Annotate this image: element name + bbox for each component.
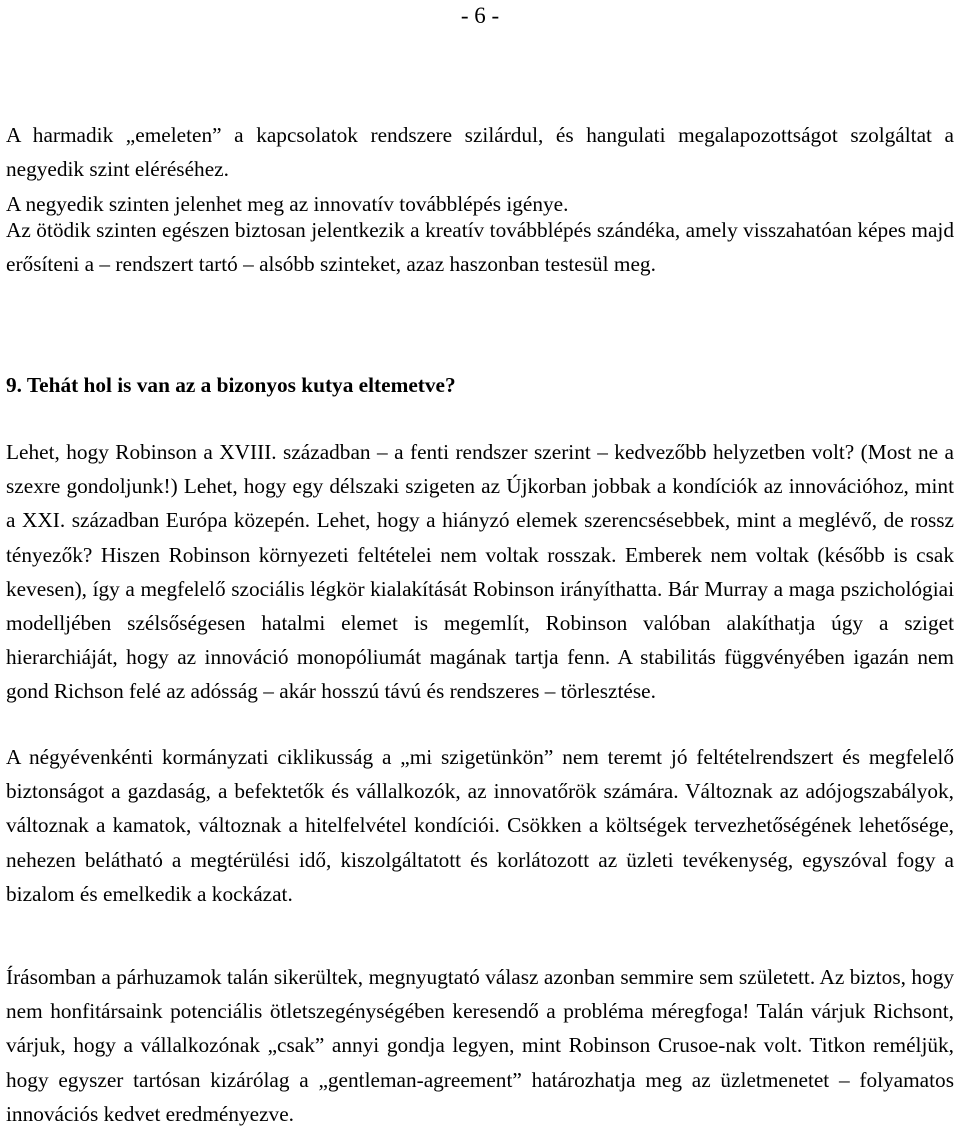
section-heading: 9. Tehát hol is van az a bizonyos kutya eltemetve? (6, 373, 456, 397)
body-paragraph-2: A négyévenkénti kormányzati ciklikusság a „mi szigetünkön” nem teremt jó feltételrendszert és megfelelő biztonságot a gazdaság, a befektetők és vállalkozók, az innovatőrök számára. Változnak az adójogszabályok, változnak a kamatok, változnak a hitelfelvétel kondíciói. Csökken a költségek tervezhetőségének lehetősége, nehezen belátható a megtérülési idő, kiszolgáltatott és korlátozott az üzleti tevékenység, egyszóval fogy a bizalom és emelkedik a kockázat. (6, 745, 954, 906)
intro-paragraph-3: Az ötödik szinten egészen biztosan jelentkezik a kreatív továbblépés szándéka, amely visszahatóan képes majd erősíteni a – rendszert tartó – alsóbb szinteket, azaz haszonban testesül meg. (6, 218, 954, 277)
intro-paragraph-1: A harmadik „emeleten” a kapcsolatok rendszere szilárdul, és hangulati megalapozottságot szolgáltat a negyedik szint eléréséhez. (6, 123, 954, 182)
page-number: - 6 - (460, 3, 500, 28)
intro-line-2: A negyedik szinten jelenhet meg az innovatív továbblépés igénye. (6, 192, 569, 216)
closing-paragraph: Írásomban a párhuzamok talán sikerültek, megnyugtató válasz azonban semmire sem született. Az biztos, hogy nem honfitársaink potenciális ötletszegénységében keresendő a probléma méregfoga! Talán várjuk Richsont, várjuk, hogy a vállalkozónak „csak” annyi gondja legyen, mint Robinson Crusoe-nak volt. Titkon reméljük, hogy egyszer tartósan kizárólag a „gentleman-agreement” határozhatja meg az üzletmenetet – folyamatos innovációs kedvet eredményezve. (6, 965, 954, 1126)
body-paragraph-1: Lehet, hogy Robinson a XVIII. században – a fenti rendszer szerint – kedvezőbb helyzetben volt? (Most ne a szexre gondoljunk!) Lehet, hogy egy délszaki szigeten az Újkorban jobbak a kondíciók az innovációhoz, mint a XXI. században Európa közepén. Lehet, hogy a hiányzó elemek szerencsésebbek, mint a meglévő, de rossz tényezők? Hiszen Robinson környezeti feltételei nem voltak rosszak. Emberek nem voltak (később is csak kevesen), így a megfelelő szociális légkör kialakítását Robinson irányíthatta. Bár Murray a maga pszichológiai modelljében szélsőségesen hatalmi elemet is megemlít, Robinson valóban alakíthatja úgy a sziget hierarchiáját, hogy az innováció monopóliumát magának tartja fenn. A stabilitás függvényében igazán nem gond Richson felé az adósság – akár hosszú távú és rendszeres – törlesztése. (6, 440, 954, 704)
